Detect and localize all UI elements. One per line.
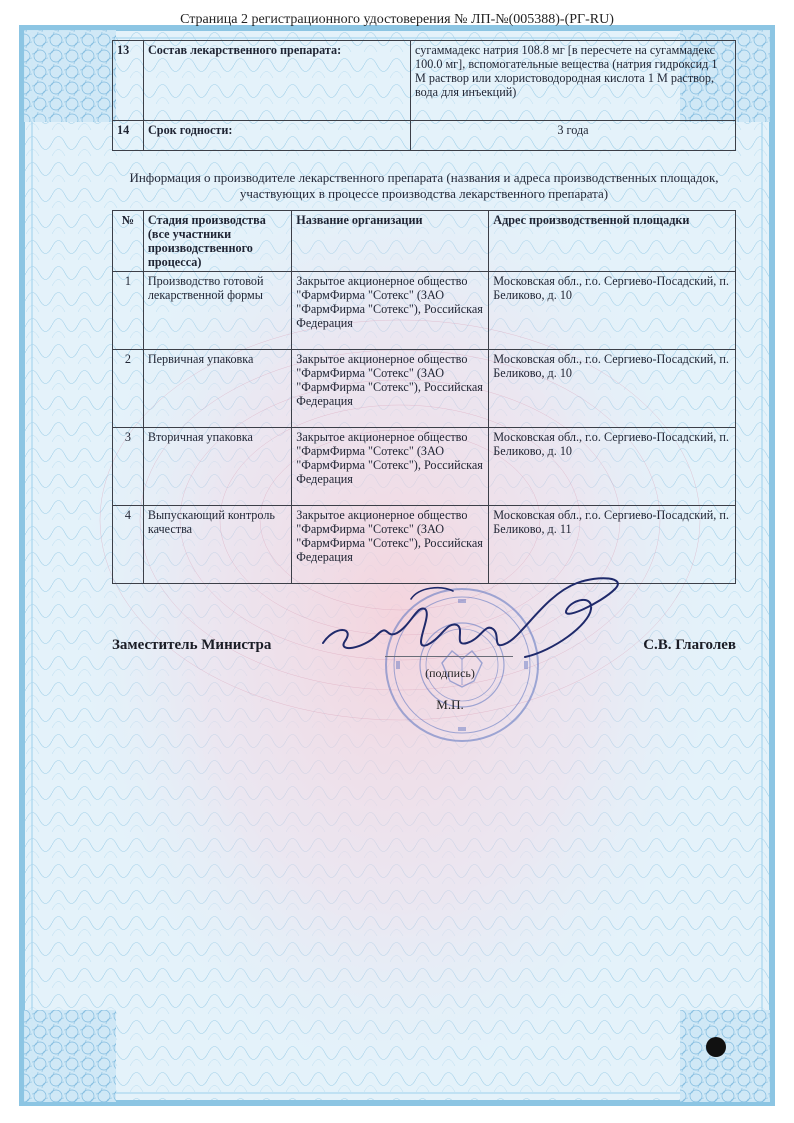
handwritten-signature	[315, 565, 635, 675]
table-row	[113, 272, 736, 350]
address-cell: Московская обл., г.о. Сергиево-Посадский, п. Беликово, д. 11	[489, 506, 736, 584]
row-number: 3	[113, 428, 144, 506]
column-header: Адрес производственной площадки	[489, 211, 736, 272]
row-number: 13	[113, 41, 144, 121]
seal-place-caption: М.П.	[436, 697, 464, 712]
drug-info-table	[112, 40, 736, 151]
address-cell: Московская обл., г.о. Сергиево-Посадский, п. Беликово, д. 10	[489, 350, 736, 428]
table-row	[113, 428, 736, 506]
page-header: Страница 2 регистрационного удостоверения № ЛП-№(005388)-(РГ-RU)	[180, 12, 614, 27]
table-row	[113, 121, 736, 151]
row-number: 2	[113, 350, 144, 428]
column-header: Стадия производства (все участники производственного процесса)	[143, 211, 291, 272]
manufacturer-table	[112, 210, 736, 584]
column-header: №	[113, 211, 144, 272]
table-row	[113, 41, 736, 121]
organization-cell: Закрытое акционерное общество "ФармФирма "Сотекс" (ЗАО "ФармФирма "Сотекс"), Российская Федерация	[292, 428, 489, 506]
manufacturer-caption: Информация о производителе лекарственного препарата (названия и адреса производственных площадок, участвующих в процессе производства лекарственного препарата)	[129, 170, 719, 201]
field-value: 3 года	[411, 121, 736, 151]
signer-name: С.В. Глаголев	[643, 637, 736, 653]
table-header-row	[113, 211, 736, 272]
stage-cell: Выпускающий контроль качества	[143, 506, 291, 584]
column-header: Название организации	[292, 211, 489, 272]
field-label: Состав лекарственного препарата:	[144, 41, 411, 121]
row-number: 4	[113, 506, 144, 584]
signer-position: Заместитель Министра	[112, 637, 272, 653]
stage-cell: Производство готовой лекарственной формы	[143, 272, 291, 350]
address-cell: Московская обл., г.о. Сергиево-Посадский, п. Беликово, д. 10	[489, 428, 736, 506]
table-row	[113, 350, 736, 428]
organization-cell: Закрытое акционерное общество "ФармФирма "Сотекс" (ЗАО "ФармФирма "Сотекс"), Российская Федерация	[292, 350, 489, 428]
signature-caption: (подпись)	[425, 666, 475, 680]
organization-cell: Закрытое акционерное общество "ФармФирма "Сотекс" (ЗАО "ФармФирма "Сотекс"), Российская Федерация	[292, 506, 489, 584]
row-number: 14	[113, 121, 144, 151]
binding-hole	[706, 1037, 726, 1057]
signature-line	[385, 656, 513, 657]
stage-cell: Вторичная упаковка	[143, 428, 291, 506]
field-label: Срок годности:	[144, 121, 411, 151]
stage-cell: Первичная упаковка	[143, 350, 291, 428]
organization-cell: Закрытое акционерное общество "ФармФирма "Сотекс" (ЗАО "ФармФирма "Сотекс"), Российская Федерация	[292, 272, 489, 350]
address-cell: Московская обл., г.о. Сергиево-Посадский, п. Беликово, д. 10	[489, 272, 736, 350]
field-value: сугаммадекс натрия 108.8 мг [в пересчете на сугаммадекс 100.0 мг], вспомогательные вещества (натрия гидроксид 1 М раствор или хлористоводородная кислота 1 М раствор, вода для инъекций)	[411, 41, 736, 121]
row-number: 1	[113, 272, 144, 350]
